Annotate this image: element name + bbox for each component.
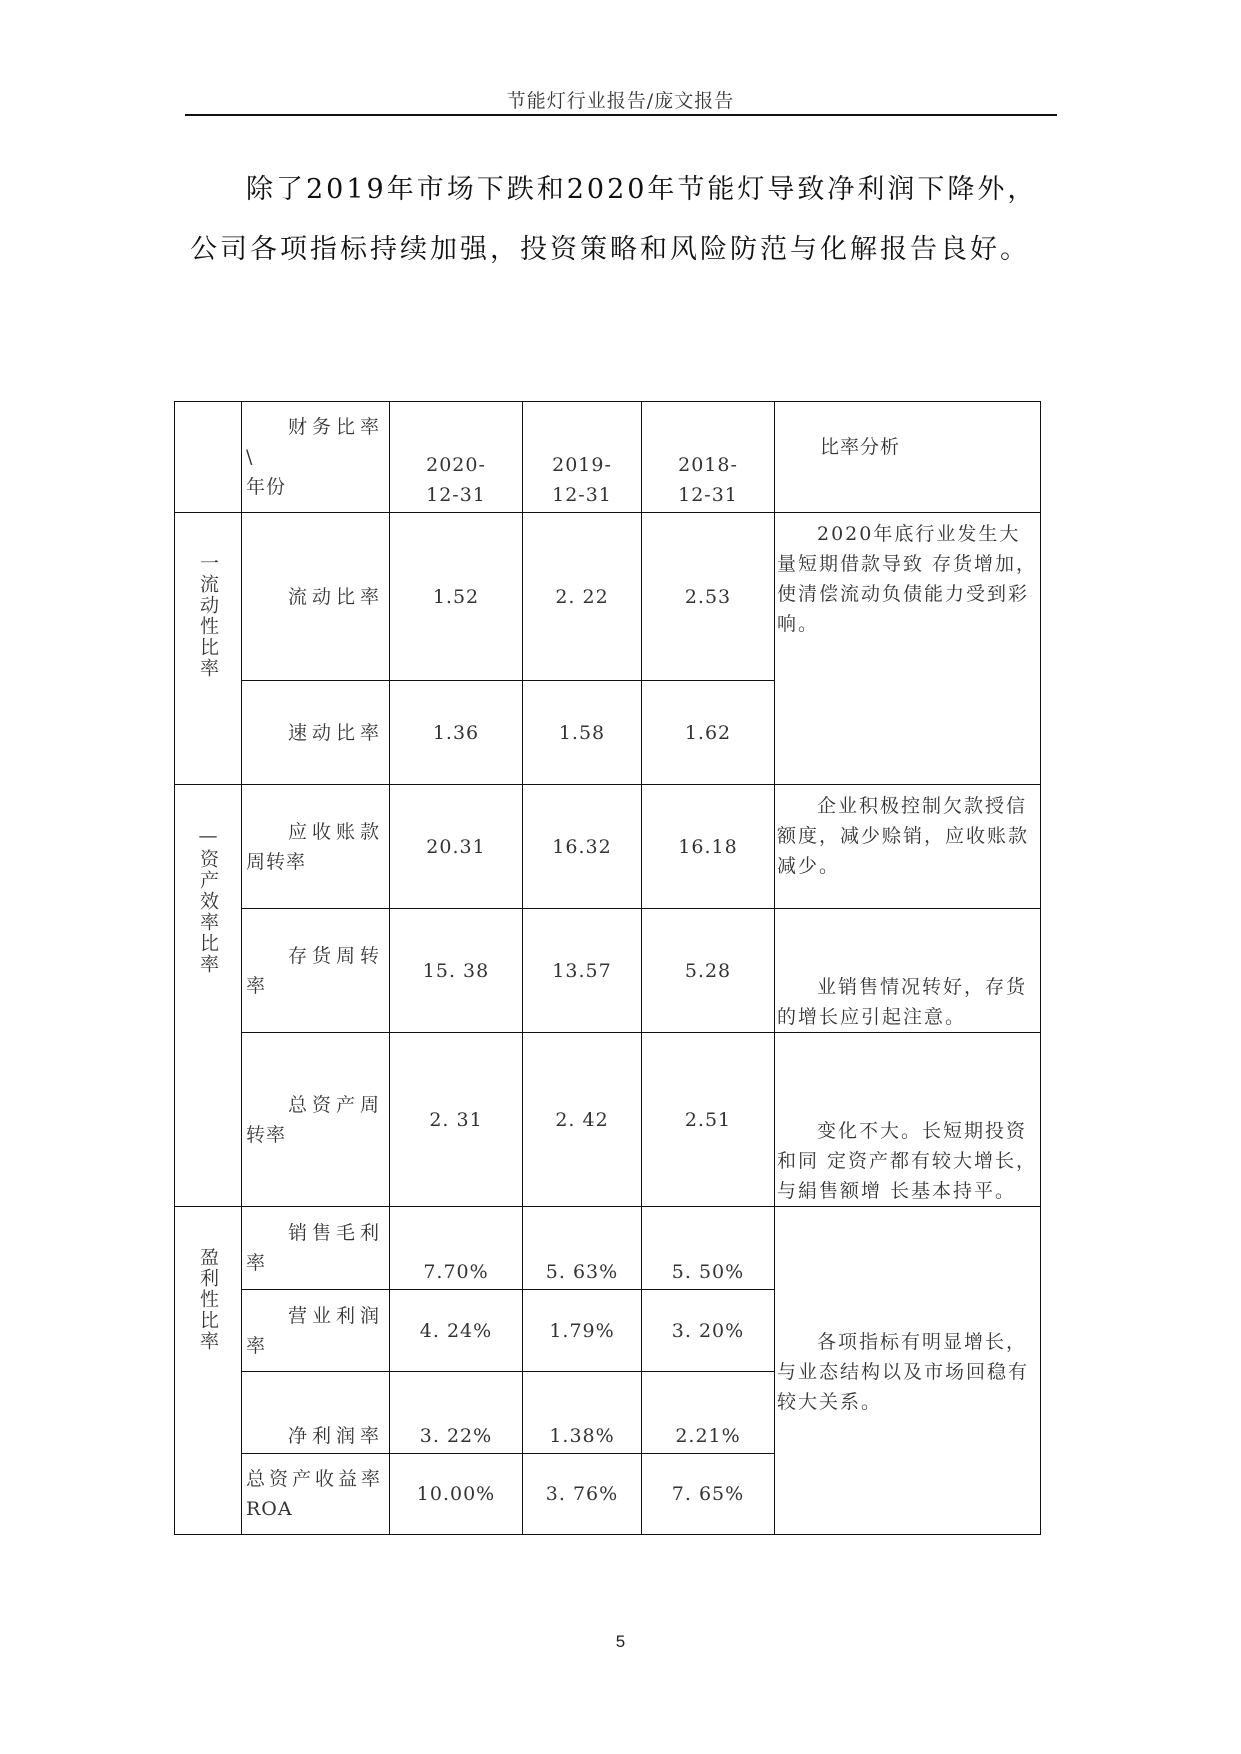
table-header-row [175, 402, 1041, 513]
table-row [175, 909, 1041, 1033]
analysis-profitability: 各项指标有明显增长，与业态结构以及市场回稳有较大关系。 [775, 1207, 1041, 1535]
value-2019: 2. 42 [523, 1033, 642, 1207]
value-2018: 3. 20% [642, 1290, 775, 1372]
page-number: 5 [615, 1632, 626, 1651]
ratio-name-cell: 销售毛利 率 [242, 1207, 390, 1290]
value-2020: 1.52 [390, 513, 523, 681]
analysis-receivables: 企业积极控制欠款授信额度，减少赊销，应收账款减少。 [775, 785, 1041, 909]
year-header-2020: 2020- 12-31 [390, 402, 523, 513]
header-divider [185, 114, 1057, 116]
ratio-name-cell: 流动比率 [242, 513, 390, 681]
analysis-total-assets: 变化不大。长短期投资和同 定资产都有较大增长，与絹售额增 长基本持平。 [775, 1033, 1041, 1207]
corner-label-year: 年份 [246, 476, 287, 498]
value-2020: 7.70% [390, 1207, 523, 1290]
value-2020: 1.36 [390, 681, 523, 785]
value-2019: 13.57 [523, 909, 642, 1033]
value-2018: 2.53 [642, 513, 775, 681]
year-header-2019: 2019- 12-31 [523, 402, 642, 513]
value-2019: 1.38% [523, 1372, 642, 1454]
value-2018: 2.21% [642, 1372, 775, 1454]
value-2018: 5. 50% [642, 1207, 775, 1290]
value-2018: 2.51 [642, 1033, 775, 1207]
value-2020: 2. 31 [390, 1033, 523, 1207]
category-asset-efficiency: —资产效率比率 [175, 785, 242, 1207]
table-row [175, 1033, 1041, 1207]
value-2019: 2. 22 [523, 513, 642, 681]
financial-ratio-table [174, 401, 1041, 1535]
table-row [175, 1207, 1041, 1290]
value-2019: 1.79% [523, 1290, 642, 1372]
year-header-2018: 2018- 12-31 [642, 402, 775, 513]
intro-paragraph [190, 160, 1060, 280]
analysis-inventory: 业销售情况转好，存货的增长应引起注意。 [775, 909, 1041, 1033]
value-2018: 7. 65% [642, 1454, 775, 1535]
ratio-name-cell: 营业利润 率 [242, 1290, 390, 1372]
table-row [175, 785, 1041, 909]
category-profitability: 盈利性比率 [175, 1207, 242, 1535]
value-2020: 20.31 [390, 785, 523, 909]
analysis-header-cell [775, 402, 1041, 513]
value-2018: 5.28 [642, 909, 775, 1033]
value-2018: 16.18 [642, 785, 775, 909]
value-2018: 1.62 [642, 681, 775, 785]
value-2020: 10.00% [390, 1454, 523, 1535]
value-2019: 16.32 [523, 785, 642, 909]
analysis-liquidity: 2020年底行业发生大量短期借款导致 存货增加，使清偿流动负债能力受到彩响。 [775, 513, 1041, 785]
value-2020: 3. 22% [390, 1372, 523, 1454]
table-row [175, 513, 1041, 681]
category-liquidity: 一流动性比率 [175, 513, 242, 785]
header-empty-cell [175, 402, 242, 513]
value-2019: 5. 63% [523, 1207, 642, 1290]
ratio-name-cell: 存货周转 率 [242, 909, 390, 1033]
ratio-name-cell: 速动比率 [242, 681, 390, 785]
corner-label-ratio: 财务比率\ [246, 416, 385, 468]
corner-header-cell [242, 402, 390, 513]
value-2020: 4. 24% [390, 1290, 523, 1372]
ratio-name-cell: 应收账款 周转率 [242, 785, 390, 909]
intro-text: 除了2019年市场下跌和2020年节能灯导致净利润下降外，公司各项指标持续加强，投资策略和风险防范与化解报告良好。 [190, 174, 1038, 265]
value-2020: 15. 38 [390, 909, 523, 1033]
ratio-name-cell: 总资产收益率 ROA [242, 1454, 390, 1535]
value-2019: 1.58 [523, 681, 642, 785]
analysis-header-label: 比率分析 [820, 436, 901, 458]
value-2019: 3. 76% [523, 1454, 642, 1535]
page-header-title: 节能灯行业报告/庞文报告 [506, 90, 735, 112]
ratio-name-cell: 净利润率 [242, 1372, 390, 1454]
ratio-name-cell: 总资产周 转率 [242, 1033, 390, 1207]
